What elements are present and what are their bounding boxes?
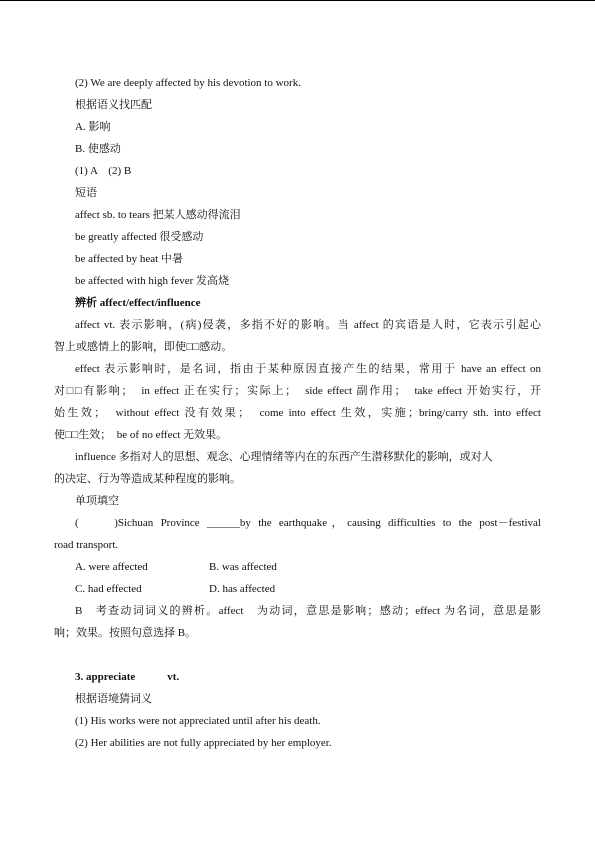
guess-meaning-label: 根据语境猜词义 xyxy=(75,693,152,705)
section-3-pos: vt. xyxy=(167,671,180,683)
phrases-label: 短语 xyxy=(75,187,97,199)
meaning-option-a: A. 影响 xyxy=(75,121,111,133)
choice-d: D. has affected xyxy=(209,583,276,595)
affect-explanation-line-1: affect vt. 表示影响，(病)侵袭，多指不好的影响。当 affect 的宾语是人时，它表示引起心 xyxy=(75,319,541,331)
question-line-2: road transport. xyxy=(54,539,119,551)
match-meaning-label: 根据语义找匹配 xyxy=(75,99,152,111)
influence-explanation-line-1: influence 多指对人的思想、观念、心理情绪等内在的东西产生潜移默化的影响，或对人 xyxy=(75,451,493,463)
section-3-word: 3. appreciate xyxy=(75,671,136,683)
choices-row-1 xyxy=(54,556,541,578)
choice-c: C. had effected xyxy=(75,583,142,595)
affect-explanation-line-2: 智上或感情上的影响，即使□□感动。 xyxy=(54,341,233,353)
phrase-2: be greatly affected 很受感动 xyxy=(75,231,204,243)
answer-explanation-line-2: 响；效果。按照句意选择 B。 xyxy=(54,627,197,639)
analysis-title: 辨析 affect/effect/influence xyxy=(75,297,201,309)
effect-explanation-line-4: 使□□生效； be of no effect 无效果。 xyxy=(54,429,228,441)
influence-explanation-line-2: 的决定、行为等造成某种程度的影响。 xyxy=(54,473,241,485)
phrase-3: be affected by heat 中暑 xyxy=(75,253,183,265)
effect-explanation-line-1: effect 表示影响时，是名词，指由于某种原因直接产生的结果，常用于 have an effect on xyxy=(75,363,541,375)
document-page xyxy=(54,72,541,754)
appreciate-example-2: (2) Her abilities are not fully appreciated by her employer. xyxy=(75,737,332,749)
phrase-1: affect sb. to tears 把某人感动得流泪 xyxy=(75,209,241,221)
appreciate-example-1: (1) His works were not appreciated until after his death. xyxy=(75,715,321,727)
meaning-option-b: B. 使感动 xyxy=(75,143,121,155)
choice-b: B. was affected xyxy=(209,561,277,573)
effect-explanation-line-3: 始生效； without effect 没有效果； come into effect 生效，实施；bring/carry sth. into effect xyxy=(54,407,541,419)
single-choice-label: 单项填空 xyxy=(75,495,119,507)
section-gap xyxy=(54,644,541,666)
choices-row-2 xyxy=(54,578,541,600)
choice-a: A. were affected xyxy=(75,561,148,573)
phrase-4: be affected with high fever 发高烧 xyxy=(75,275,230,287)
question-line-1: ( )Sichuan Province ______by the earthquake，causing difficulties to the post－festival xyxy=(75,517,541,529)
top-border xyxy=(0,0,595,1)
answers-line: (1) A (2) B xyxy=(75,165,132,177)
example-sentence-2: (2) We are deeply affected by his devotion to work. xyxy=(75,77,301,89)
effect-explanation-line-2: 对□□有影响； in effect 正在实行；实际上； side effect 副作用； take effect 开始实行，开 xyxy=(54,385,541,397)
answer-explanation-line-1: B 考查动词词义的辨析。affect 为动词，意思是影响；感动；effect 为名词，意思是影 xyxy=(75,605,541,617)
section-3-title xyxy=(54,666,541,688)
